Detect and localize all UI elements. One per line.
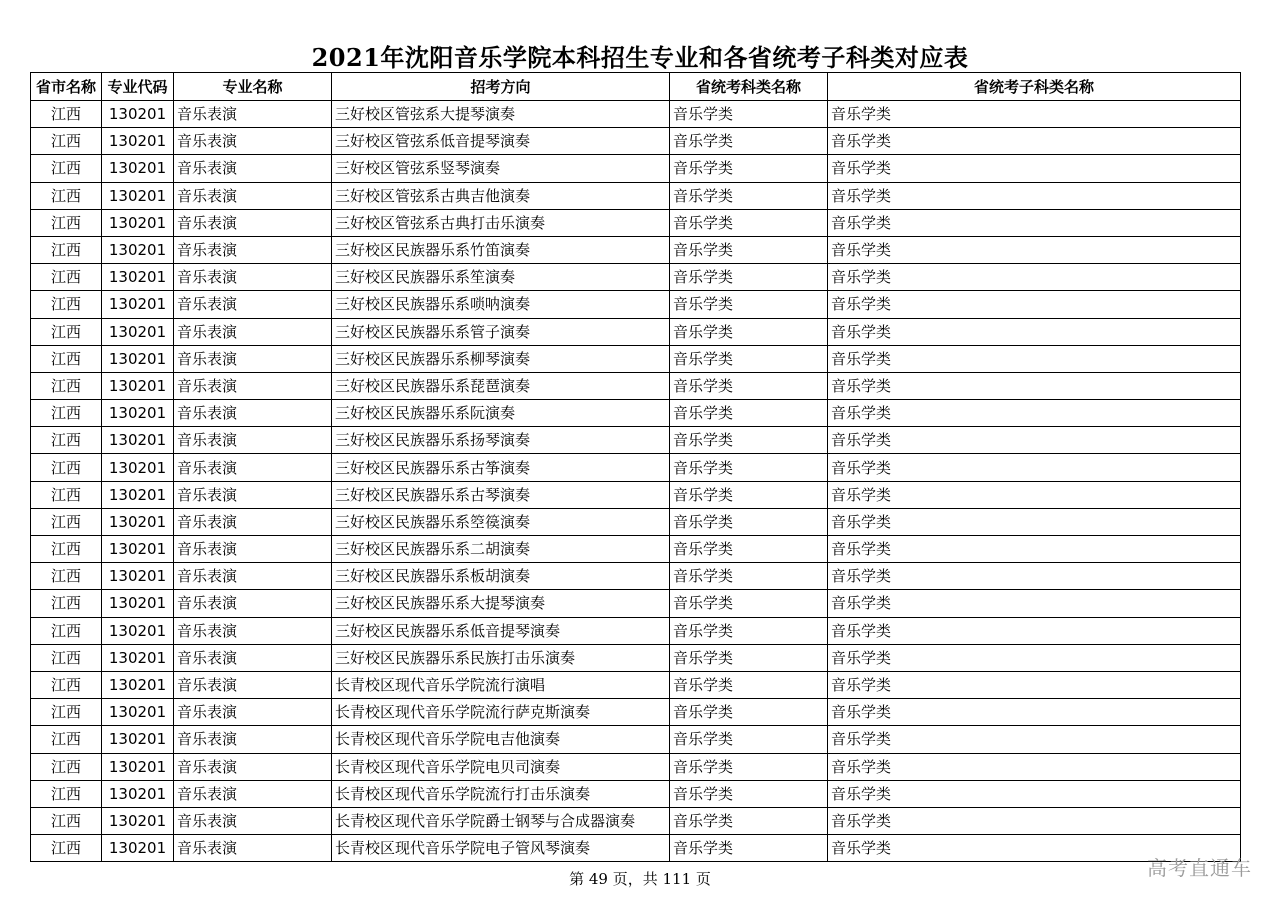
cell-exam-category: 音乐学类 [670,536,828,563]
cell-major-code: 130201 [102,400,174,427]
table-row [31,264,1241,291]
table-row [31,236,1241,263]
table-row [31,318,1241,345]
cell-major-name: 音乐表演 [174,481,332,508]
cell-exam-subcategory: 音乐学类 [828,563,1241,590]
table-body [31,101,1241,862]
cell-province: 江西 [31,345,102,372]
table-row [31,590,1241,617]
cell-province: 江西 [31,427,102,454]
table-row [31,454,1241,481]
document-title: 2021年沈阳音乐学院本科招生专业和各省统考子科类对应表 [311,43,969,72]
cell-major-name: 音乐表演 [174,372,332,399]
cell-direction: 长青校区现代音乐学院电贝司演奏 [332,753,670,780]
cell-province: 江西 [31,699,102,726]
cell-exam-category: 音乐学类 [670,590,828,617]
cell-exam-category: 音乐学类 [670,101,828,128]
table-row [31,128,1241,155]
cell-exam-category: 音乐学类 [670,699,828,726]
cell-province: 江西 [31,291,102,318]
cell-province: 江西 [31,454,102,481]
cell-exam-subcategory: 音乐学类 [828,536,1241,563]
table-row [31,508,1241,535]
watermark-text: 高考直通车 [1147,856,1252,880]
cell-exam-category: 音乐学类 [670,671,828,698]
cell-exam-subcategory: 音乐学类 [828,481,1241,508]
cell-province: 江西 [31,671,102,698]
cell-direction: 三好校区民族器乐系二胡演奏 [332,536,670,563]
cell-exam-subcategory: 音乐学类 [828,372,1241,399]
table-row [31,726,1241,753]
cell-major-name: 音乐表演 [174,345,332,372]
cell-major-name: 音乐表演 [174,780,332,807]
cell-direction: 三好校区管弦系大提琴演奏 [332,101,670,128]
cell-exam-category: 音乐学类 [670,617,828,644]
cell-exam-category: 音乐学类 [670,400,828,427]
cell-exam-subcategory: 音乐学类 [828,128,1241,155]
header-province: 省市名称 [31,73,102,101]
cell-major-code: 130201 [102,563,174,590]
cell-province: 江西 [31,508,102,535]
table-row [31,617,1241,644]
cell-major-code: 130201 [102,345,174,372]
table-row [31,835,1241,862]
cell-direction: 长青校区现代音乐学院流行打击乐演奏 [332,780,670,807]
cell-exam-subcategory: 音乐学类 [828,617,1241,644]
cell-exam-subcategory: 音乐学类 [828,155,1241,182]
cell-province: 江西 [31,590,102,617]
cell-major-name: 音乐表演 [174,264,332,291]
header-exam-category: 省统考科类名称 [670,73,828,101]
cell-major-name: 音乐表演 [174,400,332,427]
cell-direction: 三好校区民族器乐系古琴演奏 [332,481,670,508]
cell-direction: 长青校区现代音乐学院电吉他演奏 [332,726,670,753]
table-row [31,101,1241,128]
cell-province: 江西 [31,128,102,155]
cell-exam-category: 音乐学类 [670,345,828,372]
cell-major-code: 130201 [102,699,174,726]
cell-province: 江西 [31,264,102,291]
cell-major-code: 130201 [102,454,174,481]
cell-major-code: 130201 [102,508,174,535]
cell-major-name: 音乐表演 [174,182,332,209]
cell-exam-subcategory: 音乐学类 [828,699,1241,726]
cell-exam-subcategory: 音乐学类 [828,101,1241,128]
cell-direction: 三好校区管弦系低音提琴演奏 [332,128,670,155]
header-direction: 招考方向 [332,73,670,101]
cell-exam-subcategory: 音乐学类 [828,671,1241,698]
cell-province: 江西 [31,318,102,345]
cell-major-code: 130201 [102,101,174,128]
cell-exam-subcategory: 音乐学类 [828,291,1241,318]
header-major-code: 专业代码 [102,73,174,101]
cell-exam-category: 音乐学类 [670,481,828,508]
cell-direction: 三好校区民族器乐系大提琴演奏 [332,590,670,617]
cell-major-code: 130201 [102,835,174,862]
cell-exam-subcategory: 音乐学类 [828,345,1241,372]
header-major-name: 专业名称 [174,73,332,101]
cell-major-name: 音乐表演 [174,209,332,236]
cell-major-name: 音乐表演 [174,726,332,753]
cell-exam-category: 音乐学类 [670,291,828,318]
table-row [31,182,1241,209]
cell-province: 江西 [31,644,102,671]
table-row [31,427,1241,454]
cell-exam-subcategory: 音乐学类 [828,807,1241,834]
cell-major-name: 音乐表演 [174,617,332,644]
cell-exam-category: 音乐学类 [670,726,828,753]
cell-province: 江西 [31,563,102,590]
cell-major-name: 音乐表演 [174,155,332,182]
table-row [31,155,1241,182]
cell-direction: 三好校区管弦系古典打击乐演奏 [332,209,670,236]
table-row [31,753,1241,780]
cell-province: 江西 [31,807,102,834]
cell-major-name: 音乐表演 [174,590,332,617]
cell-direction: 三好校区民族器乐系古筝演奏 [332,454,670,481]
cell-major-code: 130201 [102,590,174,617]
cell-direction: 三好校区民族器乐系唢呐演奏 [332,291,670,318]
cell-major-code: 130201 [102,291,174,318]
page-number: 第 49 页，共 111 页 [569,870,711,888]
table-row [31,536,1241,563]
table-row [31,481,1241,508]
cell-direction: 三好校区民族器乐系扬琴演奏 [332,427,670,454]
cell-province: 江西 [31,236,102,263]
table-row [31,400,1241,427]
cell-exam-subcategory: 音乐学类 [828,726,1241,753]
cell-exam-category: 音乐学类 [670,753,828,780]
cell-major-code: 130201 [102,372,174,399]
cell-major-code: 130201 [102,617,174,644]
cell-direction: 三好校区民族器乐系竹笛演奏 [332,236,670,263]
table-row [31,699,1241,726]
table-row [31,372,1241,399]
cell-major-code: 130201 [102,481,174,508]
cell-direction: 三好校区民族器乐系柳琴演奏 [332,345,670,372]
cell-province: 江西 [31,182,102,209]
cell-major-name: 音乐表演 [174,835,332,862]
cell-exam-category: 音乐学类 [670,128,828,155]
cell-exam-subcategory: 音乐学类 [828,209,1241,236]
cell-province: 江西 [31,835,102,862]
cell-direction: 三好校区民族器乐系笙演奏 [332,264,670,291]
table-row [31,780,1241,807]
cell-exam-subcategory: 音乐学类 [828,508,1241,535]
cell-major-name: 音乐表演 [174,536,332,563]
table-row [31,209,1241,236]
cell-major-code: 130201 [102,427,174,454]
cell-exam-subcategory: 音乐学类 [828,182,1241,209]
cell-exam-category: 音乐学类 [670,508,828,535]
cell-major-name: 音乐表演 [174,101,332,128]
cell-direction: 三好校区民族器乐系低音提琴演奏 [332,617,670,644]
cell-major-code: 130201 [102,209,174,236]
cell-major-name: 音乐表演 [174,644,332,671]
cell-major-code: 130201 [102,726,174,753]
table-row [31,644,1241,671]
cell-province: 江西 [31,536,102,563]
cell-major-code: 130201 [102,264,174,291]
cell-major-name: 音乐表演 [174,563,332,590]
cell-direction: 三好校区管弦系古典吉他演奏 [332,182,670,209]
cell-direction: 三好校区民族器乐系管子演奏 [332,318,670,345]
cell-exam-category: 音乐学类 [670,264,828,291]
cell-major-code: 130201 [102,318,174,345]
cell-province: 江西 [31,155,102,182]
cell-exam-category: 音乐学类 [670,372,828,399]
cell-exam-subcategory: 音乐学类 [828,236,1241,263]
cell-major-code: 130201 [102,807,174,834]
table-header-row [31,73,1241,101]
cell-major-name: 音乐表演 [174,753,332,780]
cell-province: 江西 [31,400,102,427]
cell-exam-subcategory: 音乐学类 [828,318,1241,345]
cell-exam-category: 音乐学类 [670,835,828,862]
cell-major-code: 130201 [102,644,174,671]
cell-exam-category: 音乐学类 [670,209,828,236]
cell-major-code: 130201 [102,671,174,698]
cell-exam-subcategory: 音乐学类 [828,753,1241,780]
cell-exam-category: 音乐学类 [670,182,828,209]
cell-major-code: 130201 [102,182,174,209]
cell-direction: 长青校区现代音乐学院流行演唱 [332,671,670,698]
cell-exam-subcategory: 音乐学类 [828,590,1241,617]
cell-exam-subcategory: 音乐学类 [828,400,1241,427]
cell-major-code: 130201 [102,536,174,563]
cell-province: 江西 [31,209,102,236]
table-row [31,671,1241,698]
cell-exam-subcategory: 音乐学类 [828,427,1241,454]
cell-direction: 三好校区民族器乐系箜篌演奏 [332,508,670,535]
cell-major-code: 130201 [102,780,174,807]
cell-major-name: 音乐表演 [174,699,332,726]
cell-major-name: 音乐表演 [174,291,332,318]
cell-direction: 三好校区管弦系竖琴演奏 [332,155,670,182]
cell-major-name: 音乐表演 [174,807,332,834]
table-row [31,563,1241,590]
cell-direction: 三好校区民族器乐系板胡演奏 [332,563,670,590]
cell-major-name: 音乐表演 [174,128,332,155]
table-row [31,345,1241,372]
cell-exam-subcategory: 音乐学类 [828,780,1241,807]
cell-exam-category: 音乐学类 [670,318,828,345]
cell-exam-subcategory: 音乐学类 [828,835,1241,862]
cell-exam-category: 音乐学类 [670,807,828,834]
table-row [31,291,1241,318]
cell-major-name: 音乐表演 [174,318,332,345]
cell-major-code: 130201 [102,128,174,155]
cell-exam-subcategory: 音乐学类 [828,454,1241,481]
cell-direction: 长青校区现代音乐学院电子管风琴演奏 [332,835,670,862]
major-mapping-table [30,72,1241,862]
cell-exam-category: 音乐学类 [670,563,828,590]
cell-province: 江西 [31,726,102,753]
cell-province: 江西 [31,481,102,508]
cell-exam-category: 音乐学类 [670,780,828,807]
cell-major-name: 音乐表演 [174,671,332,698]
cell-province: 江西 [31,780,102,807]
cell-major-name: 音乐表演 [174,454,332,481]
cell-direction: 长青校区现代音乐学院爵士钢琴与合成器演奏 [332,807,670,834]
cell-exam-category: 音乐学类 [670,236,828,263]
cell-major-code: 130201 [102,236,174,263]
cell-province: 江西 [31,753,102,780]
cell-major-name: 音乐表演 [174,508,332,535]
cell-exam-category: 音乐学类 [670,454,828,481]
cell-direction: 三好校区民族器乐系民族打击乐演奏 [332,644,670,671]
cell-major-code: 130201 [102,155,174,182]
cell-exam-category: 音乐学类 [670,644,828,671]
cell-major-name: 音乐表演 [174,236,332,263]
cell-exam-subcategory: 音乐学类 [828,644,1241,671]
cell-major-name: 音乐表演 [174,427,332,454]
cell-exam-category: 音乐学类 [670,427,828,454]
cell-province: 江西 [31,372,102,399]
cell-exam-subcategory: 音乐学类 [828,264,1241,291]
cell-exam-category: 音乐学类 [670,155,828,182]
header-exam-subcategory: 省统考子科类名称 [828,73,1241,101]
cell-major-code: 130201 [102,753,174,780]
cell-province: 江西 [31,101,102,128]
cell-direction: 三好校区民族器乐系琵琶演奏 [332,372,670,399]
cell-province: 江西 [31,617,102,644]
cell-direction: 长青校区现代音乐学院流行萨克斯演奏 [332,699,670,726]
cell-direction: 三好校区民族器乐系阮演奏 [332,400,670,427]
table-row [31,807,1241,834]
